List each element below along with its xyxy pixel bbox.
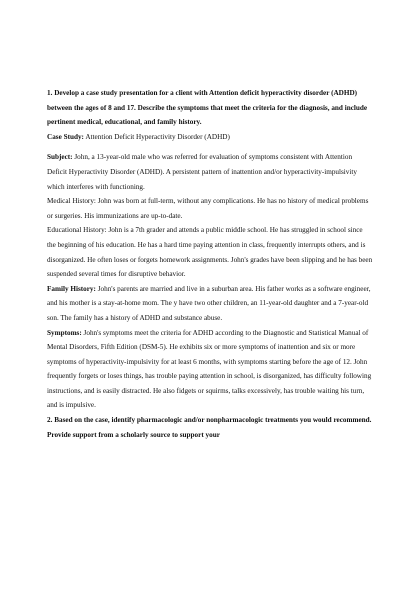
symptoms-paragraph — [47, 326, 373, 414]
family-history-paragraph — [47, 282, 373, 326]
case-study-text: Attention Deficit Hyperactivity Disorder (ADHD) — [83, 132, 230, 141]
symptoms-text: John's symptoms meet the criteria for ADHD according to the Diagnostic and Statistical Manual of Mental Disorders, Fifth Edition (DSM-5). He exhibits six or more symptoms of inattention and six or more symptoms of hyperactivity-impulsivity for at least 6 months, with symptoms starting before the age of 12. John frequently forgets or loses things, has trouble paying attention in school, is disorganized, has difficulty following instructions, and is easily distracted. He also fidgets or squirms, talks excessively, has trouble waiting his turn, and is impulsive. — [47, 328, 372, 410]
educational-history-paragraph: Educational History: John is a 7th grader and attends a public middle school. He has struggled in school since the beginning of his education. He has a hard time paying attention in class, frequently interrupts others, and is disorganized. He often loses or forgets homework assignments. John's grades have been slipping and he has been suspended several times for disruptive behavior. — [47, 226, 373, 279]
medical-history-paragraph: Medical History: John was born at full-term, without any complications. He has no history of medical problems or surgeries. His immunizations are up-to-date. — [47, 197, 369, 220]
case-study-label: Case Study: — [47, 132, 84, 141]
subject-text: John, a 13-year-old male who was referred for evaluation of symptoms consistent with Attention Deficit Hyperactivity Disorder (ADHD). A persistent pattern of inattention and/or hyperactivity-impulsivity which interferes with functioning. — [47, 153, 357, 191]
case-study-line — [47, 130, 373, 145]
family-history-label: Family History: — [47, 284, 96, 293]
subject-paragraph — [47, 150, 373, 194]
family-history-text: John's parents are married and live in a suburban area. His father works as a software engineer, and his mother is a stay-at-home mom. The y have two other children, an 11-year-old daughter and a 7-year-old son. The family has a history of ADHD and substance abuse. — [47, 284, 371, 322]
question-1: 1. Develop a case study presentation for a client with Attention deficit hyperactivity disorder (ADHD) between the ages of 8 and 17. Describe the symptoms that meet the criteria for the diagnosis, and include pertinent medical, educational, and family history. — [47, 89, 368, 127]
question-2: 2. Based on the case, identify pharmacologic and/or nonpharmacologic treatments you would recommend. Provide support from a scholarly source to support your — [47, 416, 372, 439]
document-body — [47, 86, 373, 442]
subject-label: Subject: — [47, 153, 73, 162]
symptoms-label: Symptoms: — [47, 328, 82, 337]
